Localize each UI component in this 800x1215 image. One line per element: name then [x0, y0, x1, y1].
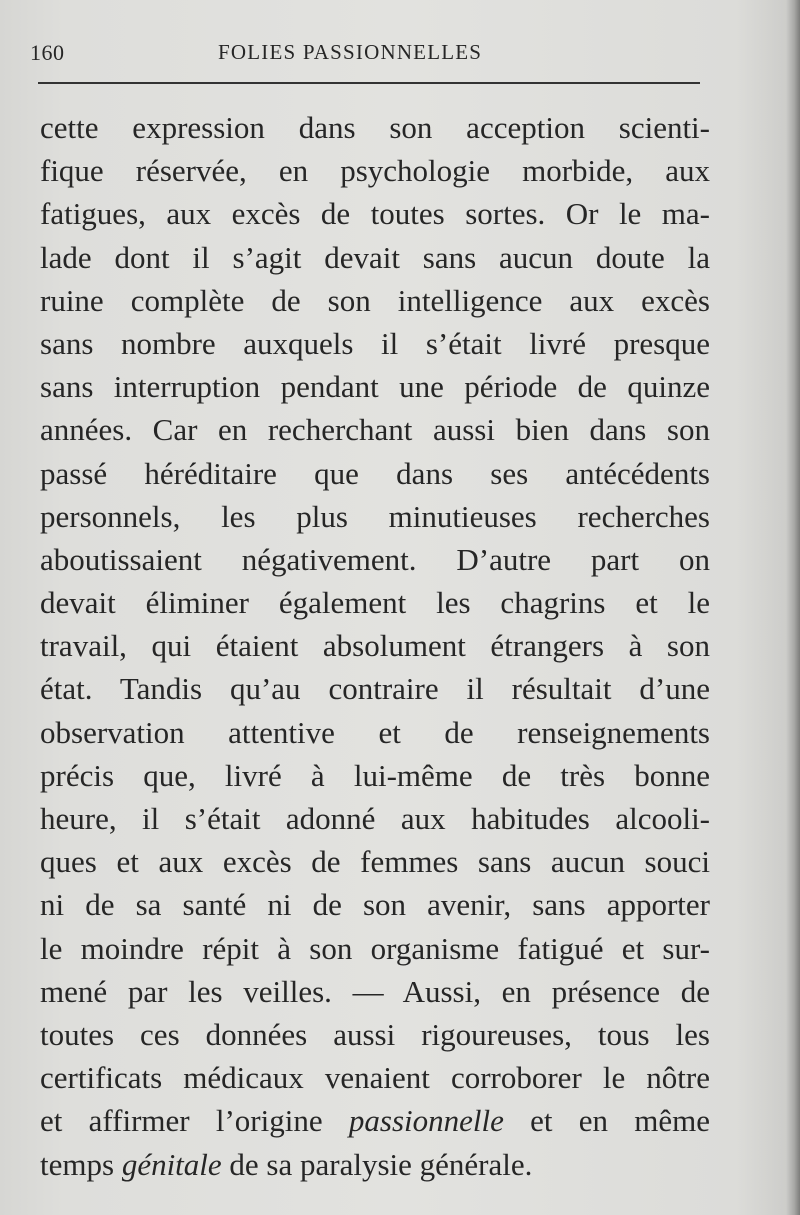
text-line: travail, qui étaient absolument étrangers à son: [40, 628, 710, 664]
text-line: précis que, livré à lui-même de très bonne: [40, 757, 710, 793]
text-line: années. Car en recherchant aussi bien dans son: [40, 412, 710, 448]
text-line: fique réservée, en psychologie morbide, aux: [40, 153, 710, 189]
text-segment: et affirmer l’origine: [40, 1103, 323, 1139]
text-line-with-italic: [40, 1099, 710, 1142]
text-line: sans nombre auxquels il s’était livré presque: [40, 325, 710, 361]
text-line: ques et aux excès de femmes sans aucun souci: [40, 844, 710, 880]
page-header: [30, 40, 700, 70]
italic-term: génitale: [121, 1146, 222, 1182]
text-line: sans interruption pendant une période de quinze: [40, 369, 710, 405]
text-line: ruine complète de son intelligence aux excès: [40, 282, 710, 318]
text-segment: et en même: [530, 1103, 710, 1139]
text-line: heure, il s’était adonné aux habitudes alcooli-: [40, 801, 710, 836]
text-segment: de sa paralysie générale.: [229, 1146, 533, 1182]
page-number: 160: [30, 40, 65, 65]
text-line: fatigues, aux excès de toutes sortes. Or le ma-: [40, 196, 710, 232]
text-line: certificats médicaux venaient corroborer le nôtre: [40, 1060, 710, 1096]
text-line: cette expression dans son acception scienti-: [40, 110, 710, 145]
italic-term: passionnelle: [348, 1103, 504, 1139]
text-line: passé héréditaire que dans ses antécédents: [40, 455, 710, 491]
text-line: personnels, les plus minutieuses recherches: [40, 498, 710, 534]
text-line: état. Tandis qu’au contraire il résultait d’une: [40, 671, 710, 707]
text-line: toutes ces données aussi rigoureuses, tous les: [40, 1016, 710, 1052]
running-title: FOLIES PASSIONNELLES: [218, 40, 483, 64]
text-line: ni de sa santé ni de son avenir, sans apporter: [40, 887, 710, 923]
text-line: lade dont il s’agit devait sans aucun doute la: [40, 239, 710, 275]
text-line: observation attentive et de renseignements: [40, 714, 710, 750]
text-line-with-italic: [40, 1143, 710, 1186]
header-rule: [38, 82, 700, 84]
page-edge-shadow: [786, 0, 800, 1215]
text-line: mené par les veilles. — Aussi, en présence de: [40, 973, 710, 1009]
text-segment: temps: [40, 1146, 115, 1182]
text-line: le moindre répit à son organisme fatigué et sur-: [40, 930, 710, 966]
body-text: [40, 106, 710, 1186]
text-line: devait éliminer également les chagrins et le: [40, 585, 710, 621]
text-line: aboutissaient négativement. D’autre part on: [40, 541, 710, 577]
